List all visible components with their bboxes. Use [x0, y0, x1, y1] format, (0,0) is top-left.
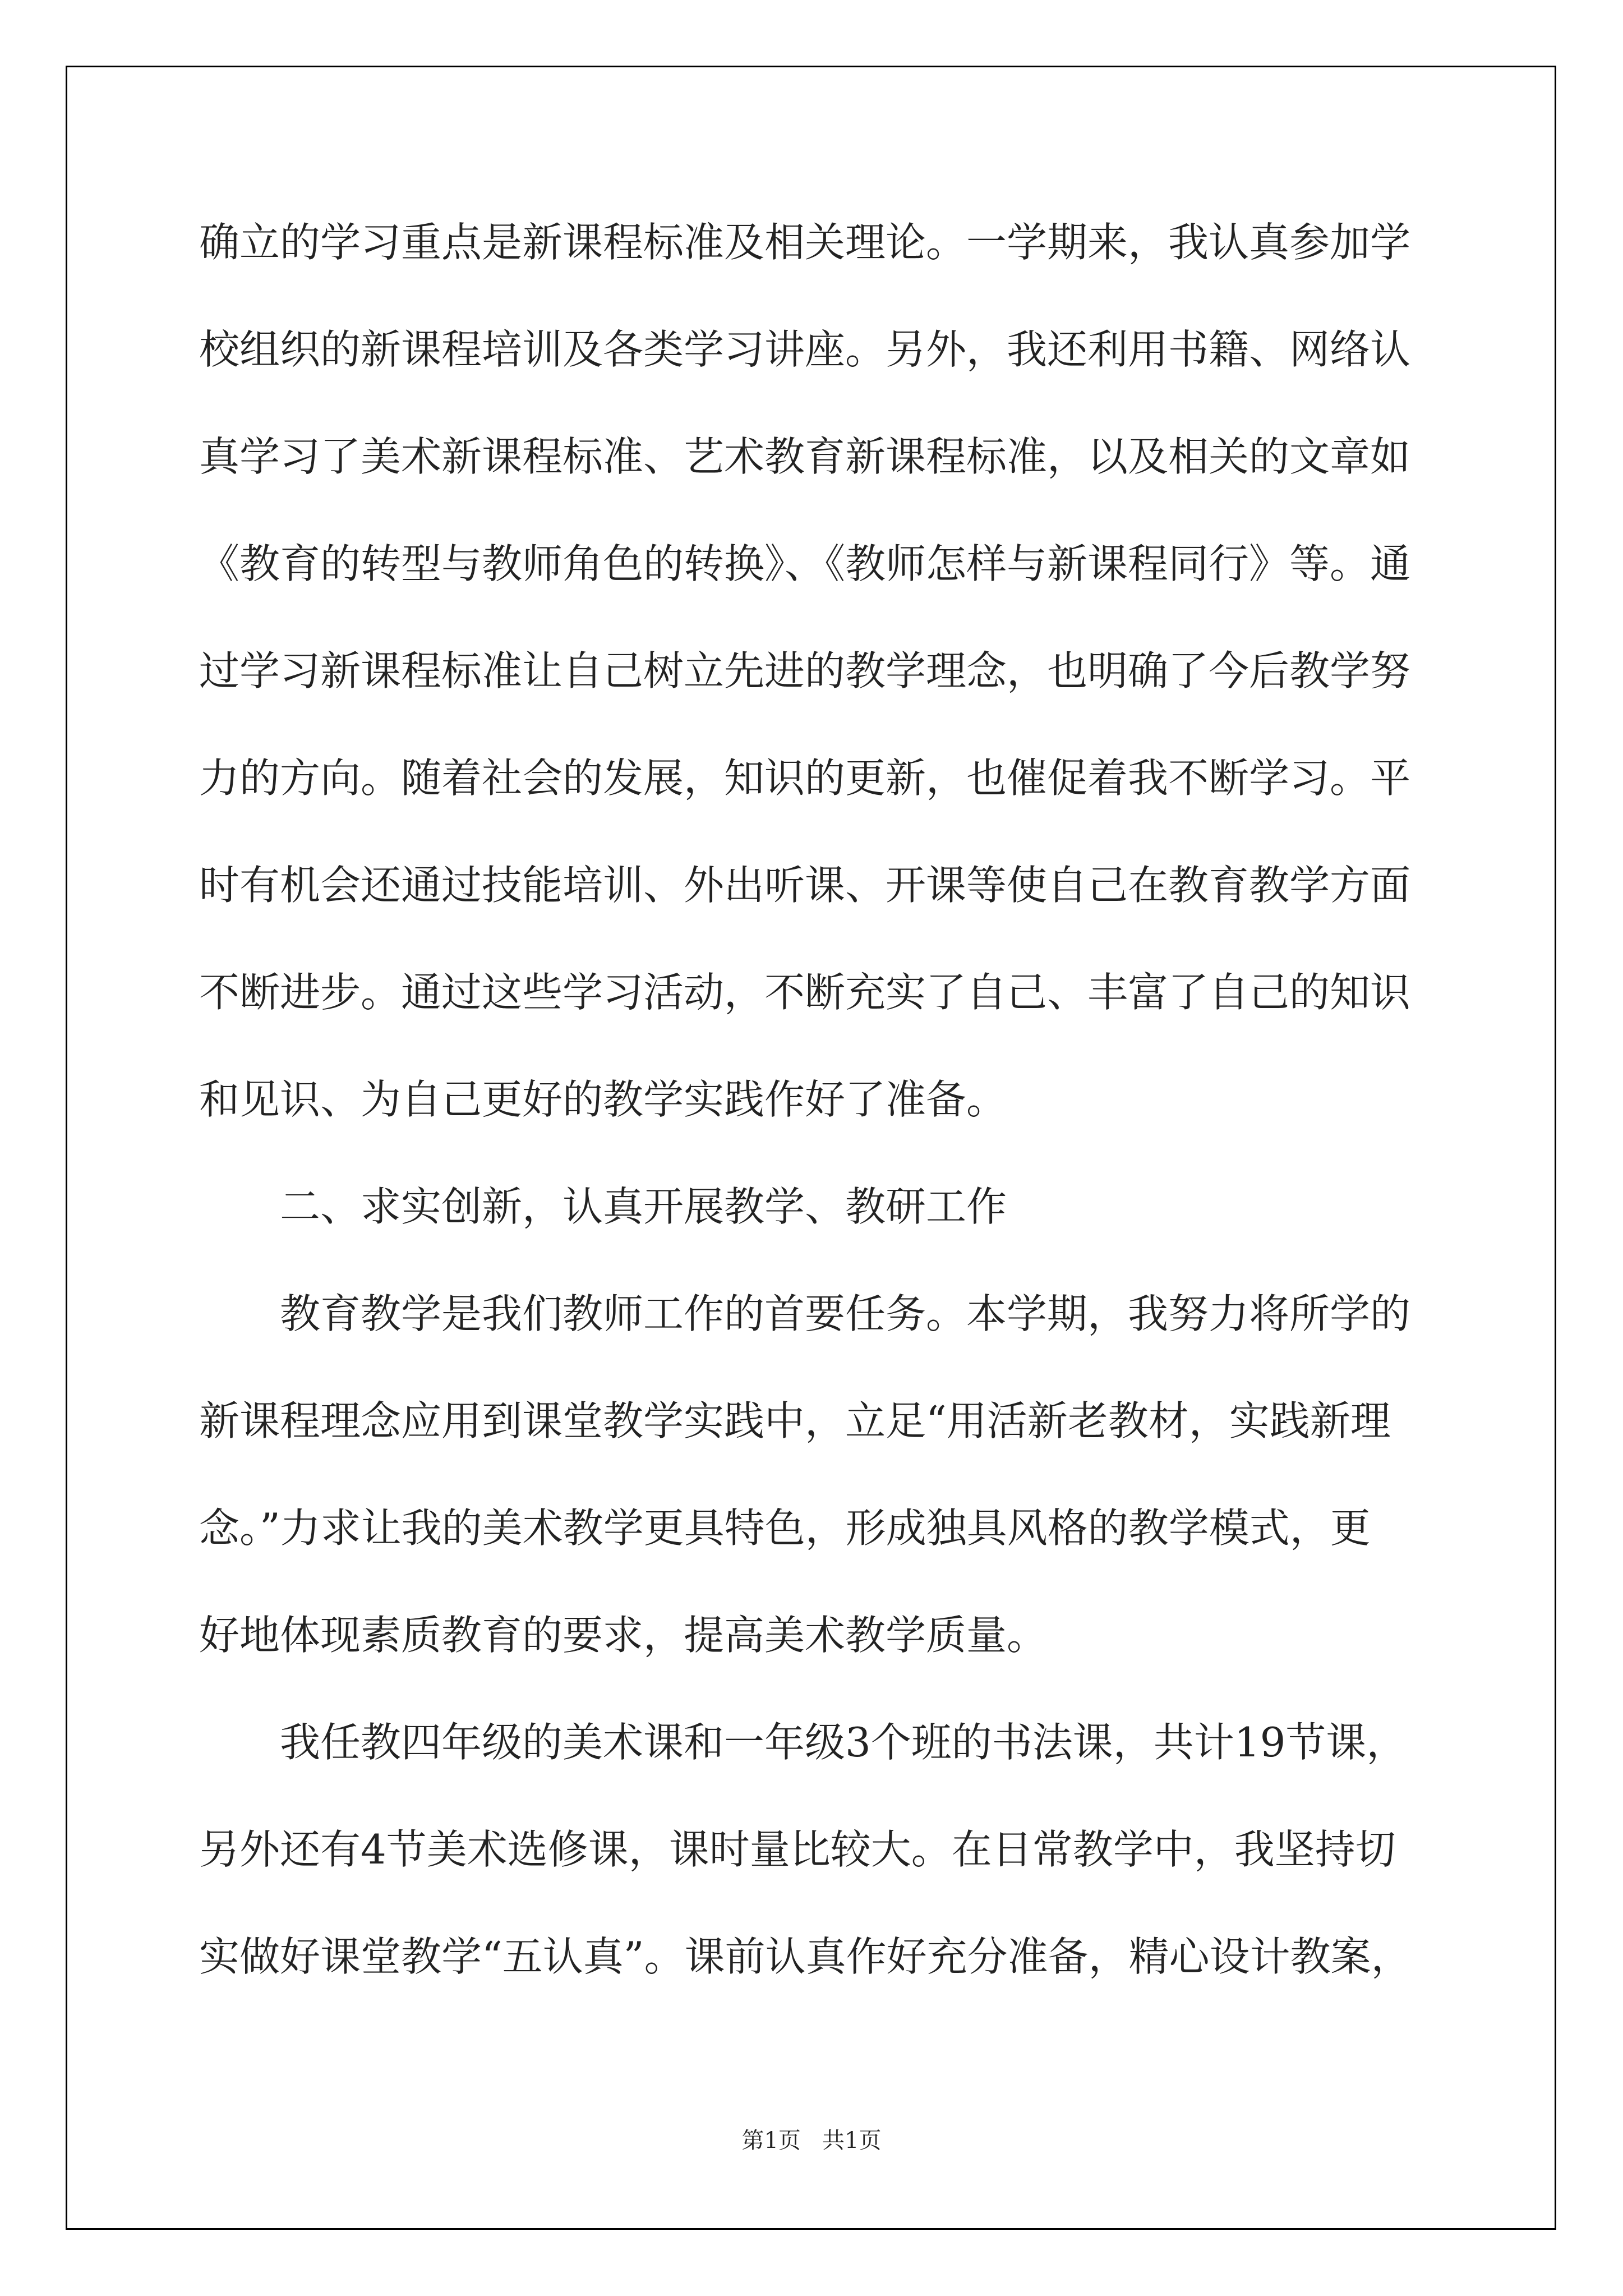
section-heading: 二、求实创新，认真开展教学、教研工作 [280, 1183, 1007, 1230]
text-line: 力的方向。随着社会的发展，知识的更新，也催促着我不断学习。平 [199, 754, 1411, 802]
text-line: 实做好课堂教学“五认真”。课前认真作好充分准备，精心设计教案， [199, 1933, 1412, 1980]
text-line: 校组织的新课程培训及各类学习讲座。另外，我还利用书籍、网络认 [199, 326, 1411, 373]
text-line: 新课程理念应用到课堂教学实践中，立足“用活新老教材，实践新理 [199, 1397, 1391, 1444]
text-line: 另外还有4节美术选修课，课时量比较大。在日常教学中，我坚持切 [199, 1826, 1396, 1873]
text-line: 我任教四年级的美术课和一年级3个班的书法课，共计19节课， [280, 1719, 1407, 1766]
text-line: 确立的学习重点是新课程标准及相关理论。一学期来，我认真参加学 [199, 219, 1411, 266]
text-line: 好地体现素质教育的要求，提高美术教学质量。 [199, 1612, 1048, 1659]
text-line: 《教育的转型与教师角色的转换》、《教师怎样与新课程同行》等。通 [199, 540, 1411, 587]
text-line: 不断进步。通过这些学习活动，不断充实了自己、丰富了自己的知识 [199, 969, 1411, 1016]
text-line: 真学习了美术新课程标准、艺术教育新课程标准，以及相关的文章如 [199, 433, 1411, 480]
text-line: 念。”力求让我的美术教学更具特色，形成独具风格的教学模式，更 [199, 1504, 1371, 1552]
document-body [199, 209, 1433, 2030]
text-line: 和见识、为自己更好的教学实践作好了准备。 [199, 1076, 1007, 1123]
page-footer: 第1页 共1页 [741, 2128, 882, 2154]
text-line: 时有机会还通过技能培训、外出听课、开课等使自己在教育教学方面 [199, 862, 1411, 909]
text-line: 教育教学是我们教师工作的首要任务。本学期，我努力将所学的 [280, 1290, 1411, 1337]
text-line: 过学习新课程标准让自己树立先进的教学理念，也明确了今后教学努 [199, 647, 1411, 694]
